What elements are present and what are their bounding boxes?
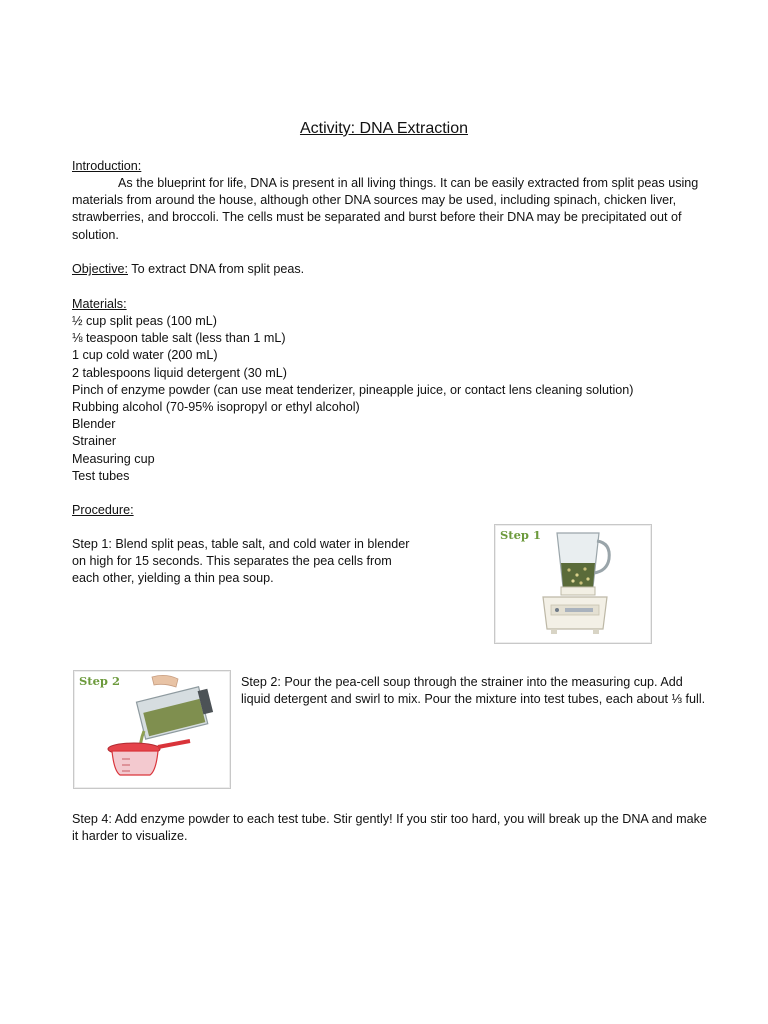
step2-image-label: Step 2 [79, 674, 120, 688]
material-item: ⅛ teaspoon table salt (less than 1 mL) [72, 331, 286, 346]
step4-text: Step 4: Add enzyme powder to each test tube. Stir gently! If you stir too hard, you will break up the DNA and make it harder to visualize. [72, 812, 707, 844]
step1-text: Step 1: Blend split peas, table salt, and cold water in blender on high for 15 seconds. This separates the pea cells from each other, yielding a thin pea soup. [72, 537, 410, 586]
page-title: Activity: DNA Extraction [299, 120, 469, 137]
introduction-body: As the blueprint for life, DNA is present in all living things. It can be easily extracted from split peas using materials from around the house, although other DNA sources may be used, including spinach, chicken liver, strawberries, and broccoli. The cells must be separated and burst before their DNA may be precipitated out of solution. [72, 176, 699, 242]
step1-image-label: Step 1 [500, 528, 541, 542]
introduction-heading: Introduction: [72, 159, 142, 173]
material-item: Rubbing alcohol (70-95% isopropyl or ethyl alcohol) [72, 400, 360, 415]
material-item: 1 cup cold water (200 mL) [72, 348, 218, 363]
material-item: Blender [72, 417, 116, 432]
objective-text: To extract DNA from split peas. [128, 262, 305, 276]
blender-icon [495, 525, 651, 643]
material-item: Pinch of enzyme powder (can use meat tenderizer, pineapple juice, or contact lens cleaning solution) [72, 382, 634, 397]
materials-list [72, 313, 712, 485]
objective [72, 261, 702, 278]
materials-heading: Materials: [72, 297, 127, 311]
pouring-cup-icon [74, 671, 230, 788]
procedure-heading: Procedure: [72, 503, 134, 517]
step1-image [494, 524, 652, 644]
step2-text: Step 2: Pour the pea-cell soup through the strainer into the measuring cup. Add liquid detergent and swirl to mix. Pour the mixture into test tubes, each about ⅓ full. [241, 675, 706, 707]
material-item: Test tubes [72, 468, 130, 483]
material-item: 2 tablespoons liquid detergent (30 mL) [72, 365, 287, 380]
material-item: Measuring cup [72, 451, 155, 466]
objective-heading: Objective: [72, 262, 128, 276]
step2-image [73, 670, 231, 789]
material-item: ½ cup split peas (100 mL) [72, 314, 217, 328]
material-item: Strainer [72, 434, 117, 449]
